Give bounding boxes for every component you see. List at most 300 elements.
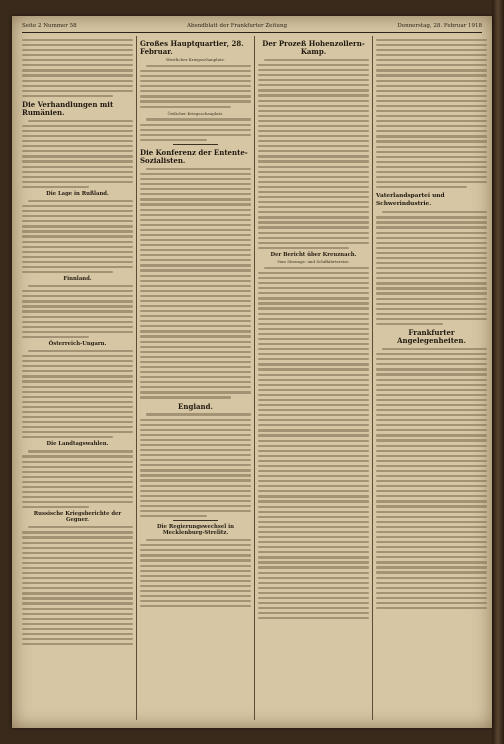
text-line [258,460,369,462]
text-line [376,490,487,492]
text-line [22,411,133,413]
text-line [140,90,251,92]
text-line [140,464,251,466]
text-line [376,363,487,365]
text-line [376,353,487,355]
text-line [140,469,251,471]
text-line [22,406,133,408]
text-line [258,186,369,188]
text-line [258,105,369,107]
text-line [258,531,369,533]
text-line [22,643,133,645]
text-line [258,516,369,518]
text-line [258,323,369,325]
text-line [140,371,251,373]
text-line [376,257,487,259]
text-line [22,150,133,152]
text-line [140,515,207,517]
text-line [258,313,369,315]
text-line [376,313,487,315]
text-line [258,465,369,467]
text-line [376,607,487,609]
text-line [258,434,369,436]
column-rule [254,36,255,720]
text-line [376,419,487,421]
text-line [258,272,369,274]
text-line [376,120,487,122]
text-line [376,59,487,61]
text-line [258,399,369,401]
text-line [258,110,369,112]
text-line [146,65,251,67]
text-line [140,474,251,476]
text-line [140,178,251,180]
text-line [22,321,133,323]
text-line [28,285,133,287]
text-line [22,536,133,538]
subhead-oestlicher: Östlicher Kriegsschauplatz. [167,110,224,116]
text-line [22,365,133,367]
headline-kreuznach: Der Bericht über Kreuznach. [270,251,357,258]
text-line [376,125,487,127]
text-line [376,561,487,563]
text-line [376,505,487,507]
text-line [258,389,369,391]
text-line [140,229,251,231]
text-line [22,386,133,388]
text-line [22,481,133,483]
text-line [22,401,133,403]
text-line [22,416,133,418]
text-line [376,450,487,452]
text-line [140,366,251,368]
text-line [376,161,487,163]
text-line [258,171,369,173]
text-line [22,531,133,533]
text-line [140,134,251,136]
text-line [376,135,487,137]
text-line [376,277,487,279]
text-line [376,166,487,168]
text-line [22,618,133,620]
text-line [376,282,487,284]
text-line [258,368,369,370]
text-line [22,370,133,372]
text-line [258,424,369,426]
column-rule [136,36,137,720]
text-line [376,373,487,375]
text-line [264,267,369,269]
text-line [140,219,251,221]
text-line [140,356,251,358]
text-line [140,429,251,431]
text-line [258,490,369,492]
text-line [22,628,133,630]
column-1 [22,36,133,720]
text-line [140,320,251,322]
text-line [22,295,133,297]
text-line [258,84,369,86]
text-line [22,85,133,87]
text-line [146,413,251,415]
text-line [376,130,487,132]
text-line [376,404,487,406]
text-line [258,500,369,502]
text-line [376,485,487,487]
text-line [258,181,369,183]
text-line [258,100,369,102]
text-line [258,333,369,335]
text-line [376,597,487,599]
text-line [376,526,487,528]
text-line [140,285,251,287]
text-line [376,171,487,173]
text-line [258,445,369,447]
text-line [376,176,487,178]
text-line [258,338,369,340]
text-line [258,318,369,320]
text-line [22,145,133,147]
text-line [140,214,251,216]
text-line [22,542,133,544]
text-line [140,381,251,383]
text-line [376,39,487,41]
text-line [140,479,251,481]
text-line [376,181,487,183]
headline-frankfurter: Frankfurter Angelegenheiten. [397,328,466,346]
text-line [258,176,369,178]
text-line [258,485,369,487]
text-line [258,404,369,406]
text-line [376,156,487,158]
text-line [22,246,133,248]
text-line [140,419,251,421]
text-line [140,85,251,87]
text-line [258,221,369,223]
text-line [376,577,487,579]
text-line [376,551,487,553]
text-line [140,183,251,185]
text-line [22,54,133,56]
text-line [376,414,487,416]
text-line [22,506,89,508]
text-line [22,266,133,268]
text-line [140,80,251,82]
text-line [258,140,369,142]
text-line [140,580,251,582]
text-line [376,556,487,558]
text-line [376,44,487,46]
text-line [258,511,369,513]
text-line [376,262,487,264]
text-line [140,275,251,277]
newspaper-page [12,16,492,728]
text-line [258,216,369,218]
text-line [22,305,133,307]
text-line [22,597,133,599]
text-line [376,110,487,112]
text-line [22,225,133,227]
text-line [258,429,369,431]
text-line [376,389,487,391]
text-line [140,549,251,551]
text-line [22,391,133,393]
text-line [258,297,369,299]
text-line [140,290,251,292]
text-line [376,272,487,274]
text-line [376,465,487,467]
text-line [140,346,251,348]
text-line [140,254,251,256]
text-line [258,94,369,96]
book-binding-spine [492,0,504,744]
text-line [258,521,369,523]
text-line [376,480,487,482]
text-line [258,242,369,244]
text-line [376,267,487,269]
text-line [22,220,133,222]
text-line [140,485,251,487]
text-line [22,455,133,457]
text-line [258,232,369,234]
header-publication: Abendblatt der Frankfurter Zeitung [187,23,288,29]
text-line [22,567,133,569]
text-line [258,592,369,594]
text-line [140,295,251,297]
text-line [264,59,369,61]
text-line [140,600,251,602]
text-line [258,440,369,442]
text-line [258,582,369,584]
text-line [258,379,369,381]
text-line [22,486,133,488]
text-line [258,526,369,528]
text-line [376,424,487,426]
text-line [28,200,133,202]
text-line [258,480,369,482]
text-line [22,171,133,173]
text-line [140,198,251,200]
text-line [140,495,251,497]
text-line [22,496,133,498]
text-line [22,215,133,217]
text-line [258,419,369,421]
text-line [376,232,487,234]
subhead-westlicher: Westlicher Kriegsschauplatz. [166,57,225,62]
text-line [258,612,369,614]
text-line [376,85,487,87]
headline-oesterreich: Österreich-Ungarn. [48,341,107,348]
text-line [258,287,369,289]
text-line [258,328,369,330]
header-date: Donnerstag, 28. Februar 1918 [397,23,482,29]
text-line [22,44,133,46]
column-2 [140,36,251,720]
text-line [22,355,133,357]
text-line [140,259,251,261]
text-line [22,633,133,635]
text-line [140,95,251,97]
text-line [22,638,133,640]
text-line [22,290,133,292]
text-line [140,173,251,175]
text-line [140,209,251,211]
text-line [258,577,369,579]
text-line [376,571,487,573]
text-line [376,242,487,244]
text-line [22,336,89,338]
text-line [258,307,369,309]
text-line [258,343,369,345]
text-line [140,554,251,556]
text-line [376,287,487,289]
text-line [258,546,369,548]
text-line [140,244,251,246]
text-line [258,115,369,117]
text-line [140,203,251,205]
column-3 [258,36,369,720]
text-line [22,326,133,328]
text-line [258,597,369,599]
text-line [140,439,251,441]
text-line [258,135,369,137]
text-line [376,308,487,310]
text-line [22,608,133,610]
text-line [140,280,251,282]
text-line [258,125,369,127]
text-line [22,592,133,594]
text-line [376,221,487,223]
text-line [376,429,487,431]
text-line [376,566,487,568]
text-line [28,526,133,528]
text-line [22,176,133,178]
text-line [140,590,251,592]
text-line [22,251,133,253]
text-line [140,386,251,388]
text-line [376,146,487,148]
text-line [22,155,133,157]
text-line [28,120,133,122]
text-line [140,193,251,195]
text-line [258,541,369,543]
text-line [376,318,487,320]
text-line [376,237,487,239]
text-line [140,391,251,393]
page-header [22,20,482,33]
text-line [376,475,487,477]
header-page-number: Seite 2 Nummer 58 [22,23,77,29]
text-line [258,566,369,568]
text-line [28,450,133,452]
text-line [258,130,369,132]
text-line [22,64,133,66]
text-line [22,205,133,207]
text-line [376,247,487,249]
text-line [22,49,133,51]
text-line [258,160,369,162]
text-line [22,186,89,188]
text-line [22,461,133,463]
text-line [140,325,251,327]
text-line [258,384,369,386]
text-line [140,459,251,461]
text-line [376,226,487,228]
text-line [22,552,133,554]
text-line [258,374,369,376]
text-line [258,191,369,193]
text-line [376,445,487,447]
text-line [140,330,251,332]
text-line [22,396,133,398]
text-line [258,74,369,76]
text-line [258,536,369,538]
text-line [22,130,133,132]
text-line [140,454,251,456]
text-line [140,188,251,190]
text-line [258,394,369,396]
text-line [140,361,251,363]
text-line [376,587,487,589]
text-line [140,570,251,572]
text-line [22,547,133,549]
text-line [258,277,369,279]
text-line [22,69,133,71]
text-line [258,348,369,350]
text-line [376,64,487,66]
text-line [22,375,133,377]
text-line [258,302,369,304]
text-line [376,455,487,457]
text-line [140,269,251,271]
text-line [22,160,133,162]
text-line [22,300,133,302]
text-line [22,331,133,333]
text-line [258,475,369,477]
text-line [22,241,133,243]
text-line [22,587,133,589]
text-line [140,585,251,587]
text-line [140,75,251,77]
headline-vaterlandspartei: Vaterlandspartei und Schwerindustrie. [376,193,445,208]
text-line [22,235,133,237]
text-line [376,384,487,386]
text-line [382,211,487,213]
text-line [258,455,369,457]
text-line [22,572,133,574]
text-line [140,335,251,337]
headline-konferenz: Die Konferenz der Entente-Sozialisten. [140,147,248,165]
text-line [140,510,251,512]
text-line [258,409,369,411]
text-line [140,305,251,307]
text-line [140,249,251,251]
text-line [376,292,487,294]
text-line [22,310,133,312]
text-line [258,201,369,203]
text-line [376,115,487,117]
text-line [376,470,487,472]
text-line [140,449,251,451]
column-rule [372,36,373,720]
headline-lage-russland: Die Lage in Rußland. [46,191,109,198]
headline-england: England. [178,401,213,411]
text-line [258,551,369,553]
text-line [22,491,133,493]
text-line [22,436,113,438]
text-line [376,460,487,462]
text-line [376,379,487,381]
